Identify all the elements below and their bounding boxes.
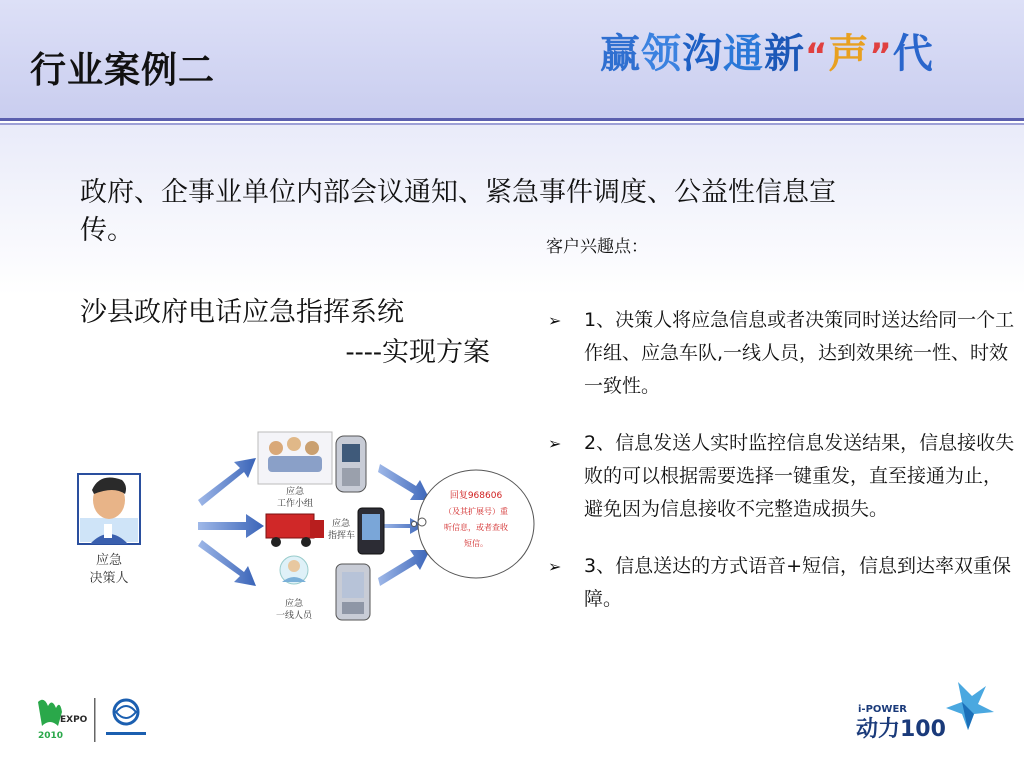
brand-char: 声 <box>828 31 870 77</box>
system-subtitle: ----实现方案 <box>345 337 490 368</box>
brand-char: 领 <box>641 31 682 77</box>
brand-quote: “ <box>805 36 829 76</box>
ipower-logo <box>854 678 1004 748</box>
footer-logos <box>30 692 160 748</box>
interest-point-text: 1、决策人将应急信息或者决策同时送达给同一个工作组、应急车队,一线人员，达到效果统一性、时效一致性。 <box>584 309 1015 397</box>
brand-char: 代 <box>892 31 934 77</box>
interest-point-text: 3、信息送达的方式语音+短信，信息到达率双重保障。 <box>584 555 1012 610</box>
brand-char: 通 <box>723 31 764 77</box>
logo-divider <box>94 698 96 742</box>
arrow-icon <box>378 464 430 500</box>
pda-icon <box>358 508 384 554</box>
emergency-diagram <box>70 428 540 638</box>
reply-instruction: 短信。 <box>464 539 488 548</box>
system-name: 沙县政府电话应急指挥系统 <box>80 297 404 328</box>
intro-text: 政府、企事业单位内部会议通知、紧急事件调度、公益性信息宣传。 <box>80 177 836 246</box>
decision-maker-label: 应急 <box>95 553 123 568</box>
reply-instruction: （及其扩展号）重 <box>444 507 508 516</box>
interests-title: 客户兴趣点： <box>546 237 648 257</box>
china-mobile-logo-icon <box>106 700 146 735</box>
interest-point <box>548 304 1018 403</box>
brand-char: 新 <box>764 31 805 77</box>
decision-maker-icon <box>78 474 140 544</box>
field-staff-label: 一线人员 <box>275 611 313 621</box>
decision-maker-label: 决策人 <box>89 571 129 586</box>
arrow-icon <box>378 550 430 586</box>
arrow-icon <box>198 514 264 538</box>
brand-slogan <box>600 22 1020 92</box>
command-vehicle-label: 指挥车 <box>328 531 356 541</box>
interest-point-text: 2、信息发送人实时监控信息发送结果，信息接收失败的可以根据需要选择一键重发，直至接通为止，避免因为信息接收不完整造成损失。 <box>584 432 1015 520</box>
mobile-phone-icon <box>336 436 366 492</box>
brand-char: 赢 <box>600 31 641 77</box>
expo-year: 2010 <box>38 731 64 741</box>
smartphone-icon <box>336 564 370 620</box>
field-staff-label: 应急 <box>284 599 304 609</box>
bullet-arrow-icon: ➢ <box>548 557 562 576</box>
brand-quote: ” <box>869 36 893 76</box>
reply-instruction: 听信息，或者查收 <box>444 523 508 532</box>
ipower-cn: 动力100 <box>856 717 946 742</box>
bullet-arrow-icon: ➢ <box>548 311 562 330</box>
work-group-label: 工作小组 <box>276 499 314 509</box>
work-group-icon <box>258 432 332 484</box>
arrow-icon <box>198 540 256 586</box>
interest-point <box>548 550 1018 616</box>
command-vehicle-icon <box>266 514 324 547</box>
field-staff-icon <box>280 556 308 584</box>
command-vehicle-label: 应急 <box>332 519 351 529</box>
expo-text: EXPO <box>60 715 88 725</box>
arrow-icon <box>198 458 256 506</box>
header-divider <box>0 118 1024 121</box>
ipower-star-icon <box>946 682 994 730</box>
ipower-en: i-POWER <box>858 704 907 715</box>
page-title: 行业案例二 <box>30 50 216 91</box>
interest-points <box>548 304 1018 640</box>
bullet-arrow-icon: ➢ <box>548 434 562 453</box>
expo-logo-icon <box>38 700 88 741</box>
reply-instruction: 回复968606 <box>449 491 503 501</box>
work-group-label: 应急 <box>285 487 305 497</box>
brand-char: 沟 <box>682 31 723 77</box>
interest-point <box>548 427 1018 526</box>
